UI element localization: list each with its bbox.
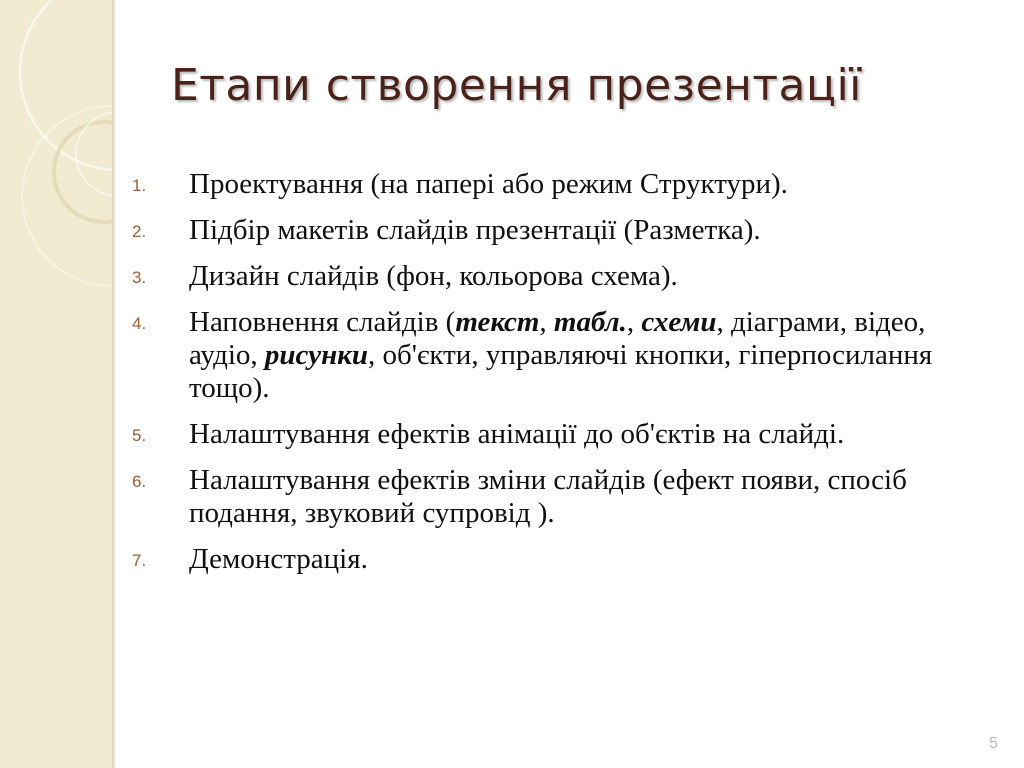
text-run: , об'єкти, управляючі кнопки, гіперпосилання тощо). <box>189 339 933 404</box>
list-item <box>132 168 992 201</box>
list-item <box>132 418 992 451</box>
emphasized-text: схеми <box>641 306 717 338</box>
list-item <box>132 260 992 293</box>
text-run: Налаштування ефектів анімації до об'єктів на слайді. <box>189 418 845 450</box>
list-item-number: 4. <box>132 314 147 333</box>
text-run: , <box>539 306 554 338</box>
list-item-text <box>189 464 907 529</box>
list-item-text <box>189 214 761 246</box>
list-item-text <box>189 306 932 404</box>
list-item-number: 1. <box>132 176 147 195</box>
text-run: Наповнення слайдів ( <box>189 306 456 338</box>
emphasized-text: рисунки <box>264 339 368 371</box>
list-item-number: 6. <box>132 472 147 491</box>
emphasized-text: текст <box>455 306 540 338</box>
slide-title: Етапи створення презентації <box>171 60 862 111</box>
slide-number: 5 <box>989 735 998 752</box>
list-item-number: 3. <box>132 268 147 287</box>
text-run: Дизайн слайдів (фон, кольорова схема). <box>189 260 678 292</box>
list-item-text <box>189 168 788 200</box>
text-run: , <box>626 306 642 338</box>
text-run: Проектування (на папері або режим Структури). <box>189 168 788 200</box>
list-item-number: 7. <box>132 551 147 570</box>
list-item-text <box>189 418 844 450</box>
steps-list <box>132 168 992 589</box>
list-item-text <box>189 543 368 575</box>
text-run: Підбір макетів слайдів презентації (Разметка). <box>189 214 761 246</box>
decorative-circles-graphic <box>0 0 112 768</box>
list-item <box>132 464 992 530</box>
emphasized-text: табл. <box>553 306 627 338</box>
list-item <box>132 214 992 247</box>
list-item-number: 2. <box>132 222 147 241</box>
decorative-sidebar <box>0 0 112 768</box>
list-item-text <box>189 260 678 292</box>
text-run: Демонстрація. <box>189 543 368 575</box>
list-item <box>132 306 992 405</box>
sidebar-edge <box>112 0 115 768</box>
list-item-number: 5. <box>132 426 147 445</box>
text-run: Налаштування ефектів зміни слайдів (ефект появи, спосіб подання, звуковий супровід ). <box>189 464 907 529</box>
text-run: , діаграми, відео, аудіо, <box>189 306 926 371</box>
list-item <box>132 543 992 576</box>
